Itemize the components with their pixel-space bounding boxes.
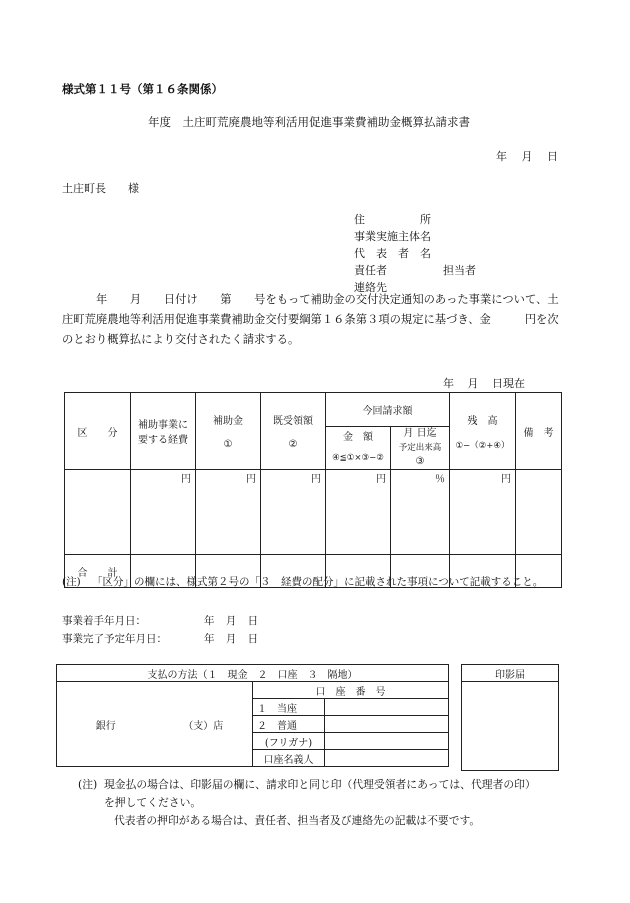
payment-note bbox=[78, 776, 598, 830]
progress-header-line2: 予定出来高 bbox=[398, 443, 442, 453]
amount-header bbox=[326, 427, 391, 470]
person-in-charge-label: 担当者 bbox=[443, 264, 476, 277]
issue-date: 年 月 日 bbox=[496, 150, 558, 163]
payment-note-line2: を押してください。 bbox=[104, 796, 202, 809]
amount-cell[interactable]: 円 bbox=[326, 470, 391, 555]
bank-cell[interactable]: 銀行 bbox=[57, 682, 155, 767]
subsidy-cell[interactable]: 円 bbox=[196, 470, 261, 555]
start-date-label: 事業着手年月日： bbox=[62, 615, 146, 627]
amount-header-label: 金 額 bbox=[343, 432, 373, 443]
cost-header-line2: 要する経費 bbox=[138, 435, 188, 446]
request-paragraph: 年 月 日付け 第 号をもって補助金の交付決定通知のあった事業について、土庄町荒廃農地等利活用促進事業費補助金交付要綱第１６条第３項の規定に基づき、金 円を次のとおり概算払により交付されたく請求する。 bbox=[62, 293, 559, 346]
payment-note-label: (注) bbox=[78, 778, 98, 791]
branch-cell[interactable]: （支）店 bbox=[155, 682, 253, 767]
end-date-value[interactable]: 年 月 日 bbox=[204, 633, 259, 645]
contact-label: 連絡先 bbox=[354, 281, 387, 294]
progress-header bbox=[391, 427, 450, 470]
remarks-header: 備 考 bbox=[516, 393, 562, 470]
request-text bbox=[62, 290, 560, 350]
progress-header-no: ③ bbox=[415, 456, 425, 467]
payment-note-text1: 現金払の場合は、印影届の欄に、請求印と同じ印（代理受領者にあっては、代理者の印） bbox=[104, 778, 536, 791]
category-header: 区 分 bbox=[65, 393, 131, 470]
received-header bbox=[261, 393, 326, 470]
payment-method: 支払の方法（１ 現金 ２ 口座 ３ 隔地） bbox=[57, 665, 449, 682]
amount-header-formula: ④≦①×③−② bbox=[332, 453, 384, 463]
account-number-cell[interactable] bbox=[325, 699, 449, 716]
balance-header-label: 残 高 bbox=[467, 415, 498, 427]
balance-header bbox=[450, 393, 516, 470]
document-title: 年度 土庄町荒廃農地等利活用促進事業費補助金概算払請求書 bbox=[148, 115, 470, 129]
remarks-cell[interactable] bbox=[516, 470, 562, 555]
account-holder-label: 口座名義人 bbox=[253, 750, 325, 767]
responsible-label: 責任者 bbox=[354, 264, 387, 277]
received-header-label: 既受領額 bbox=[273, 416, 313, 427]
seal-header: 印影届 bbox=[462, 665, 559, 682]
representative-label: 代 表 者 名 bbox=[354, 247, 431, 260]
balance-cell[interactable]: 円 bbox=[450, 470, 516, 555]
received-header-no: ② bbox=[288, 439, 298, 450]
account-holder-cell[interactable] bbox=[325, 750, 449, 767]
subsidy-header-no: ① bbox=[223, 439, 233, 450]
account-type-checking[interactable]: １ 当座 bbox=[253, 699, 325, 716]
cost-cell[interactable]: 円 bbox=[131, 470, 196, 555]
cost-header-line1: 補助事業に bbox=[138, 420, 188, 431]
address-label: 住 所 bbox=[354, 213, 431, 226]
payment-table bbox=[56, 664, 449, 767]
account-number-header: 口 座 番 号 bbox=[253, 682, 449, 699]
project-dates bbox=[62, 612, 259, 648]
subsidy-header bbox=[196, 393, 261, 470]
progress-header-line1: 月 日迄 bbox=[403, 428, 437, 439]
note-label: (注) bbox=[62, 576, 81, 588]
category-note bbox=[62, 576, 562, 589]
account-type-savings[interactable]: ２ 普通 bbox=[253, 716, 325, 733]
start-date-value[interactable]: 年 月 日 bbox=[204, 615, 259, 627]
subsidy-header-label: 補助金 bbox=[213, 416, 243, 427]
category-cell[interactable] bbox=[65, 470, 131, 555]
as-of-date: 年 月 日現在 bbox=[443, 377, 525, 390]
entity-name-label: 事業実施主体名 bbox=[354, 230, 431, 243]
payment-note-line3: 代表者の押印がある場合は、責任者、担当者及び連絡先の記載は不要です。 bbox=[114, 814, 481, 827]
total-label: 合 計 bbox=[65, 555, 131, 588]
furigana-cell[interactable] bbox=[325, 733, 449, 750]
note-text: 「区分」の欄には、様式第２号の「３ 経費の配分」に記載された事項について記載すること。 bbox=[92, 576, 544, 588]
seal-box[interactable] bbox=[462, 682, 559, 771]
cost-header bbox=[131, 393, 196, 470]
progress-cell[interactable]: ％ bbox=[391, 470, 450, 555]
claim-table bbox=[64, 392, 562, 588]
current-claim-header: 今回請求額 bbox=[326, 393, 450, 427]
payment-note-line1 bbox=[78, 776, 598, 794]
balance-header-formula: ①−（②+④） bbox=[455, 440, 510, 451]
end-date-label: 事業完了予定年月日： bbox=[62, 633, 167, 645]
end-date-row bbox=[62, 630, 259, 648]
received-cell[interactable]: 円 bbox=[261, 470, 326, 555]
responsible-row bbox=[354, 262, 476, 279]
start-date-row bbox=[62, 612, 259, 630]
applicant-block bbox=[354, 211, 476, 296]
form-number: 様式第１１号（第１６条関係） bbox=[62, 82, 223, 96]
account-number-cell-2[interactable] bbox=[325, 716, 449, 733]
furigana-label: (フリガナ) bbox=[253, 733, 325, 750]
addressee: 土庄町長 様 bbox=[62, 182, 139, 195]
seal-table bbox=[461, 664, 559, 771]
